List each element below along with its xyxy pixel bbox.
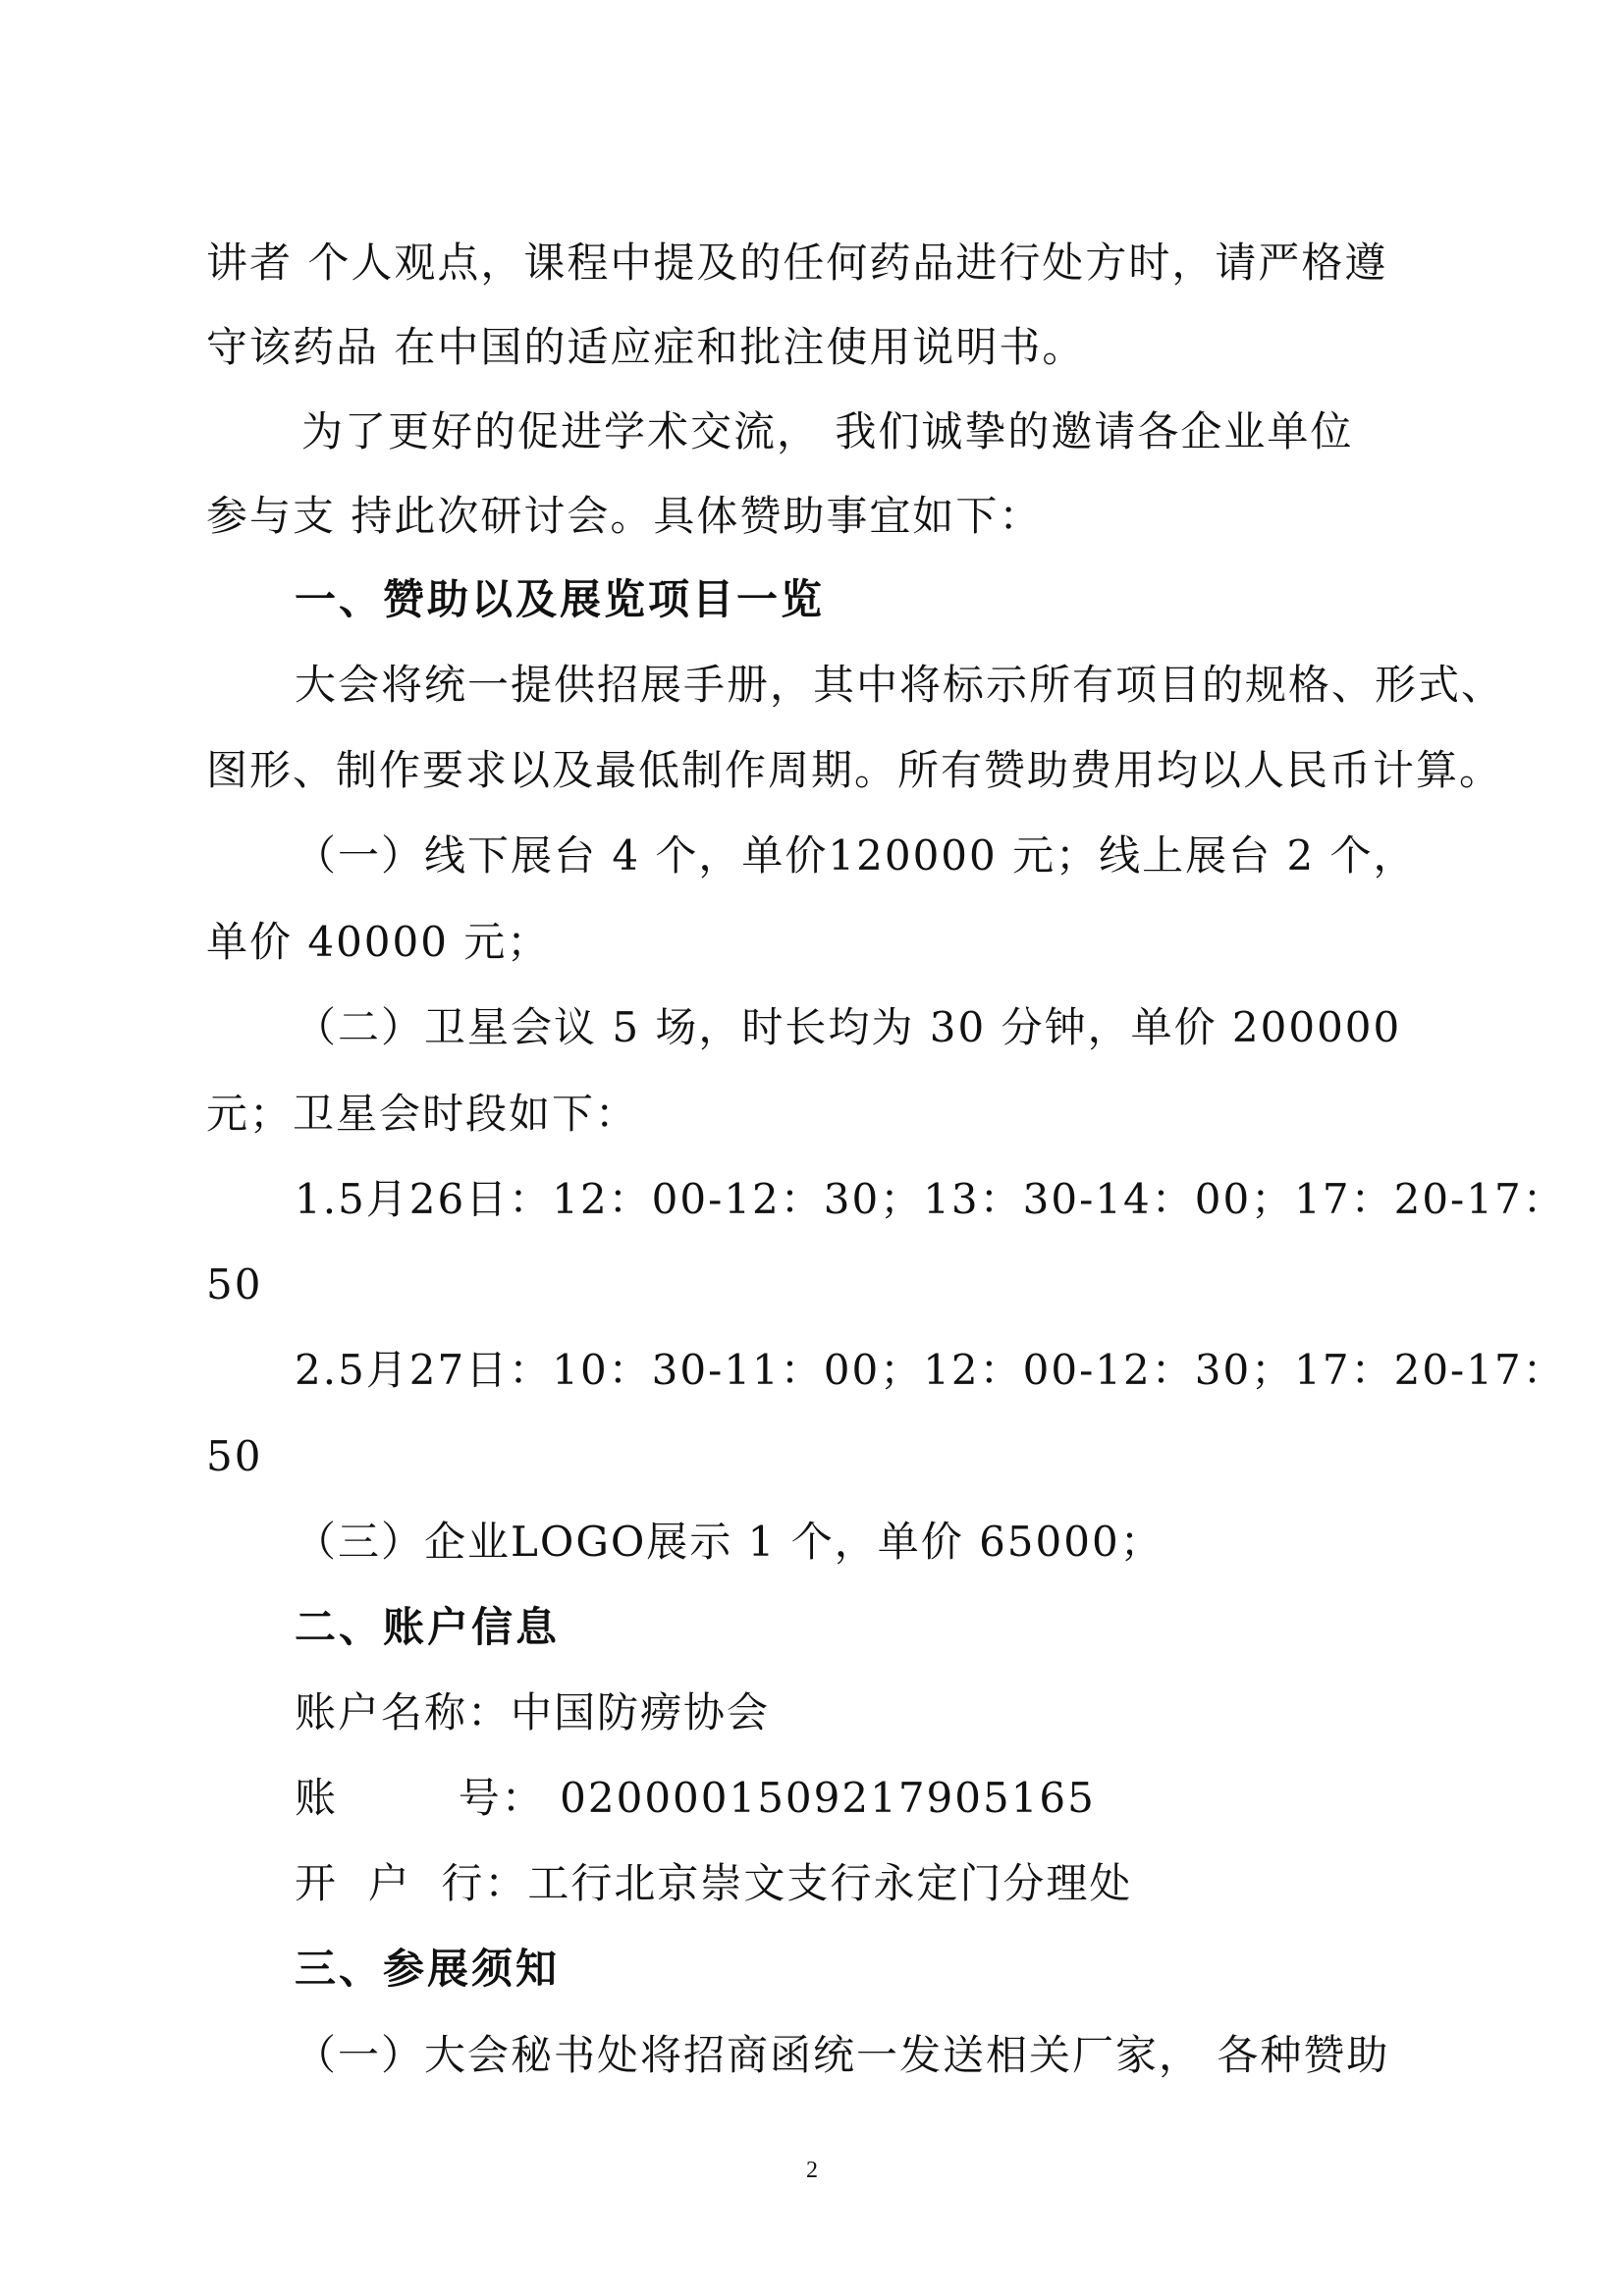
body-text-line: 守该药品 在中国的适应症和批注使用说明书。 [206,323,1086,371]
body-text-line: （一）大会秘书处将招商函统一发送相关厂家， 各种赞助 [295,2031,1390,2079]
section-heading: 一、赞助以及展览项目一览 [295,575,826,623]
body-text-line: 50 [206,1260,263,1308]
body-text-line: 讲者 个人观点，课程中提及的任何药品进行处方时，请严格遵 [206,239,1388,287]
body-text-line: （三）企业LOGO展示 1 个，单价 65000； [295,1518,1164,1566]
body-text-line: 账户名称：中国防痨协会 [295,1688,771,1736]
body-text-line: 元；卫星会时段如下： [206,1090,639,1138]
body-text-line: 参与支 持此次研讨会。具体赞助事宜如下： [206,492,1043,540]
body-text-line: 大会将统一提供招展手册，其中将标示所有项目的规格、形式、 [295,661,1505,709]
body-text-line: 为了更好的促进学术交流， 我们诚挚的邀请各企业单位 [301,407,1354,455]
body-text-line: 图形、制作要求以及最低制作周期。所有赞助费用均以人民币计算。 [206,746,1503,794]
page-number: 2 [806,2158,818,2183]
body-text-line: （一）线下展台 4 个，单价120000 元；线上展台 2 个， [295,831,1417,880]
body-text-line: 1.5月26日：12：00-12：30；13：30-14：00；17：20-17： [295,1175,1566,1223]
body-text-line: （二）卫星会议 5 场，时长均为 30 分钟，单价 200000 [295,1003,1402,1051]
body-text-line: 50 [206,1432,263,1480]
body-text-line: 账 号： 0200001509217905165 [295,1774,1096,1822]
body-text-line: 2.5月27日：10：30-11：00；12：00-12：30；17：20-17： [295,1346,1566,1394]
section-heading: 三、参展须知 [295,1945,561,1993]
body-text-line: 开 户 行：工行北京崇文支行永定门分理处 [295,1859,1133,1907]
body-text-line: 单价 40000 元； [206,918,551,966]
section-heading: 二、账户信息 [295,1603,561,1651]
